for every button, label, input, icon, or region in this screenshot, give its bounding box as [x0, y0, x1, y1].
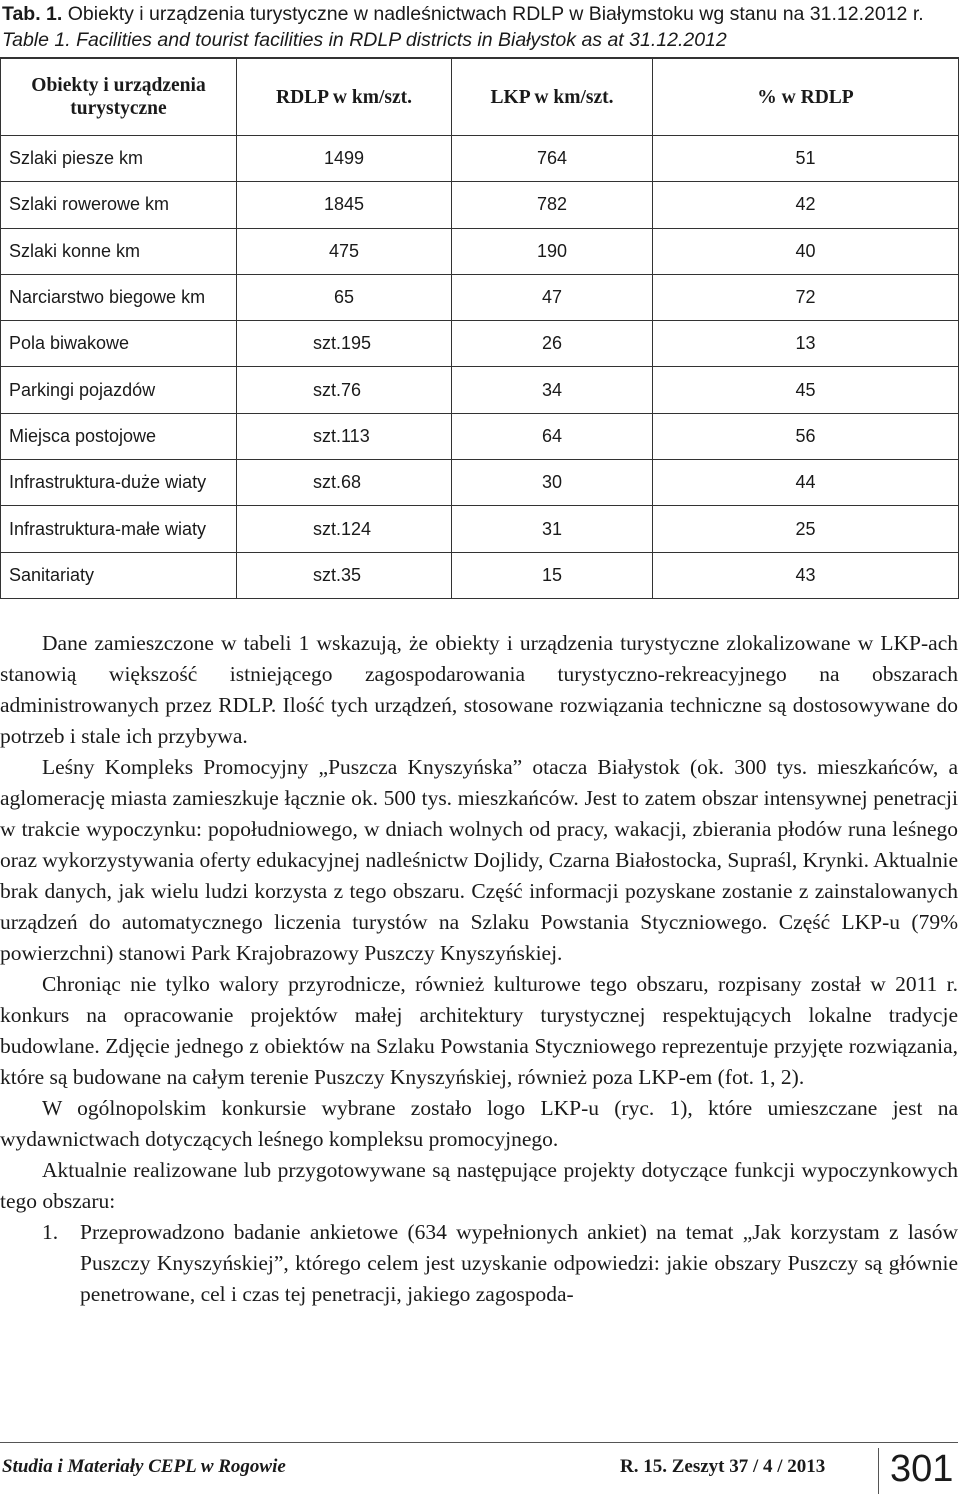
list-item-text: Przeprowadzono badanie ankietowe (634 wypełnionych ankiet) na temat „Jak korzystam z lasów Puszczy Knyszyńskiej”, którego celem jest uzyskanie odpowiedzi: jakie obszary Puszczy są głównie penetrowane, cel i czas tej penetracji, jakiego zagospoda- [80, 1220, 958, 1306]
caption-label: Tab. 1. [2, 3, 63, 25]
row-name: Miejsca postojowe [1, 413, 237, 459]
row-rdlp: szt.124 [237, 506, 452, 552]
row-lkp: 782 [452, 182, 653, 228]
row-rdlp: 1499 [237, 136, 452, 182]
row-lkp: 15 [452, 552, 653, 598]
table-caption [2, 0, 957, 52]
table-row [1, 228, 959, 274]
paragraph: Leśny Kompleks Promocyjny „Puszcza Knyszyńska” otacza Białystok (ok. 300 tys. mieszkańców, a aglomerację miasta zamieszkuje łącznie ok. 500 tys. mieszkańców. Jest to zatem obszar intensywnej penetracji w trakcie wypoczynku: popołudniowego, w dniach wolnych od pracy, wakacji, zbierania płodów runa leśnego oraz wykorzystywania oferty edukacyjnej nadleśnictw Dojlidy, Czarna Białostocka, Supraśl, Krynki. Aktualnie brak danych, jak wielu ludzi korzysta z tego obszaru. Część informacji pozyskane zostanie z zainstalowanych urządzeń do automatycznego liczenia turystów na Szlaku Powstania Styczniowego. Część LKP-u (79% powierzchni) stanowi Park Krajobrazowy Puszczy Knyszyńskiej. [0, 755, 958, 965]
table-row [1, 321, 959, 367]
row-lkp: 190 [452, 228, 653, 274]
caption-polish [2, 0, 957, 28]
row-rdlp: 1845 [237, 182, 452, 228]
row-lkp: 764 [452, 136, 653, 182]
footer-divider [0, 1442, 958, 1443]
row-lkp: 30 [452, 460, 653, 506]
table-row [1, 274, 959, 320]
row-pct: 25 [653, 506, 959, 552]
body-text [0, 628, 958, 1310]
row-name: Szlaki rowerowe km [1, 182, 237, 228]
row-name: Szlaki piesze km [1, 136, 237, 182]
footer-separator [878, 1448, 879, 1494]
row-pct: 42 [653, 182, 959, 228]
table-row [1, 460, 959, 506]
table-row [1, 136, 959, 182]
facilities-table [0, 57, 959, 599]
row-rdlp: szt.68 [237, 460, 452, 506]
table-row [1, 413, 959, 459]
journal-name: Studia i Materiały CEPL w Rogowie [2, 1456, 286, 1477]
row-pct: 72 [653, 274, 959, 320]
issue-info: R. 15. Zeszyt 37 / 4 / 2013 [620, 1456, 826, 1477]
row-rdlp: szt.76 [237, 367, 452, 413]
row-name: Sanitariaty [1, 552, 237, 598]
row-pct: 45 [653, 367, 959, 413]
row-rdlp: 475 [237, 228, 452, 274]
projects-list [0, 1217, 958, 1310]
row-pct: 40 [653, 228, 959, 274]
row-rdlp: 65 [237, 274, 452, 320]
caption-title-pl: Obiekty i urządzenia turystyczne w nadleśnictwach RDLP w Białymstoku wg stanu na 31.12.2012 r. [67, 3, 924, 25]
list-item-number: 1. [42, 1220, 59, 1244]
paragraph: Dane zamieszczone w tabeli 1 wskazują, że obiekty i urządzenia turystyczne zlokalizowane w LKP-ach stanowią większość istniejącego zagospodarowania turystyczno-rekreacyjnego na obszarach administrowanych przez RDLP. Ilość tych urządzeń, stosowane rozwiązania techniczne są dostosowywane do potrzeb i stale ich przybywa. [0, 631, 958, 748]
header-lkp: LKP w km/szt. [452, 58, 653, 136]
table-row [1, 552, 959, 598]
row-name: Parkingi pojazdów [1, 367, 237, 413]
row-pct: 56 [653, 413, 959, 459]
row-pct: 51 [653, 136, 959, 182]
table-header-row [1, 58, 959, 136]
row-rdlp: szt.195 [237, 321, 452, 367]
header-rdlp: RDLP w km/szt. [237, 58, 452, 136]
paragraph: Chroniąc nie tylko walory przyrodnicze, również kulturowe tego obszaru, rozpisany został w 2011 r. konkurs na opracowanie projektów małej architektury turystycznej respektujących lokalne tradycje budowlane. Zdjęcie jednego z obiektów na Szlaku Powstania Styczniowego reprezentuje przyjęte rozwiązania, które są budowane na całym terenie Puszczy Knyszyńskiej, również poza LKP-em (fot. 1, 2). [0, 972, 958, 1089]
row-lkp: 26 [452, 321, 653, 367]
row-pct: 13 [653, 321, 959, 367]
paragraph: W ogólnopolskim konkursie wybrane zostało logo LKP-u (ryc. 1), które umieszczane jest na wydawnictwach dotyczących leśnego kompleksu promocyjnego. [0, 1096, 958, 1151]
caption-title-en: Table 1. Facilities and tourist facilities in RDLP districts in Białystok as at 31.12.2012 [2, 29, 727, 51]
row-name: Infrastruktura-małe wiaty [1, 506, 237, 552]
header-facilities: Obiekty i urządzenia turystyczne [1, 58, 237, 136]
row-name: Pola biwakowe [1, 321, 237, 367]
list-item [0, 1217, 958, 1310]
table-row [1, 367, 959, 413]
table-row [1, 182, 959, 228]
row-lkp: 34 [452, 367, 653, 413]
row-pct: 44 [653, 460, 959, 506]
page-number: 301 [890, 1448, 954, 1490]
paragraph: Aktualnie realizowane lub przygotowywane są następujące projekty dotyczące funkcji wypoczynkowych tego obszaru: [0, 1158, 958, 1213]
row-rdlp: szt.113 [237, 413, 452, 459]
row-rdlp: szt.35 [237, 552, 452, 598]
row-name: Szlaki konne km [1, 228, 237, 274]
header-percent: % w RDLP [653, 58, 959, 136]
row-lkp: 47 [452, 274, 653, 320]
row-name: Narciarstwo biegowe km [1, 274, 237, 320]
row-pct: 43 [653, 552, 959, 598]
row-lkp: 64 [452, 413, 653, 459]
table-row [1, 506, 959, 552]
row-name: Infrastruktura-duże wiaty [1, 460, 237, 506]
row-lkp: 31 [452, 506, 653, 552]
